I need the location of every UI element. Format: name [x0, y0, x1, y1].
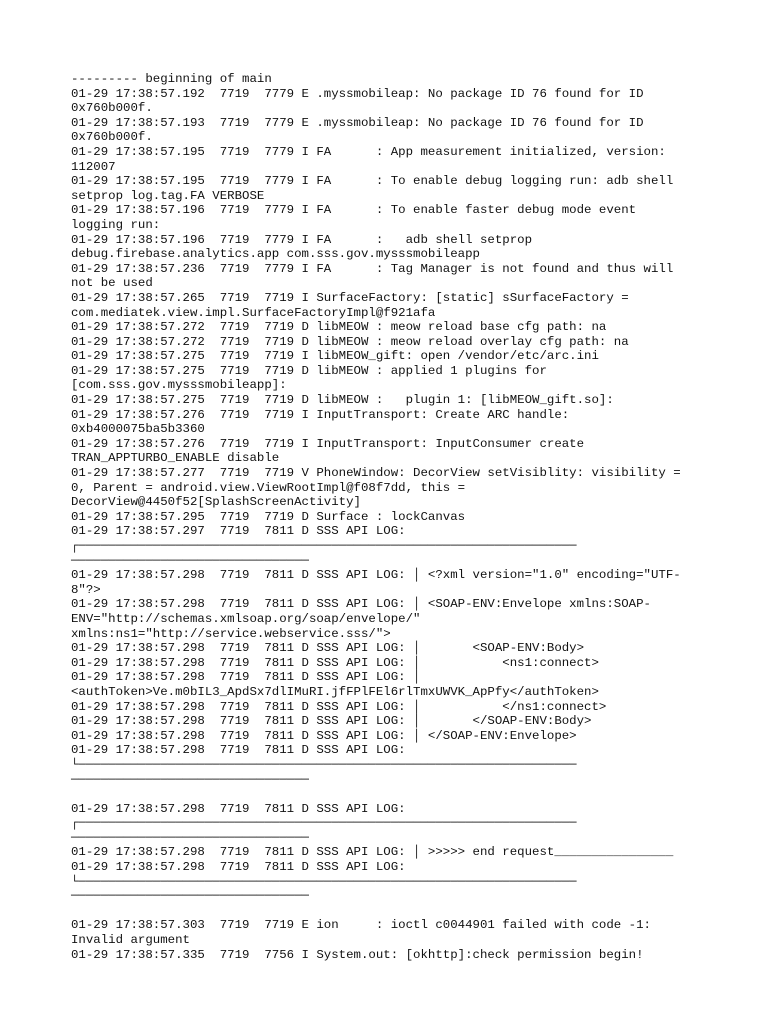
- log-line: <authToken>Ve.m0bIL3_ApdSx7dlIMuRI.jfFPlFEl6rlTmxUWVK_ApPfy</authToken>: [71, 684, 599, 699]
- blank-line: [71, 904, 701, 919]
- log-box-border: ┌───────────────────────────────────────────────────────────────────: [71, 539, 577, 553]
- log-line: logging run:: [71, 217, 161, 232]
- log-line: 01-29 17:38:57.335 7719 7756 I System.out: [okhttp]:check permission begin!: [71, 947, 644, 962]
- log-line: 0xb4000075ba5b3360: [71, 422, 205, 437]
- log-box-border: ────────────────────────────────: [71, 889, 309, 904]
- log-line: debug.firebase.analytics.app com.sss.gov.mysssmobileapp: [71, 247, 480, 262]
- log-line: 8"?>: [71, 582, 101, 597]
- log-box-border: ┌───────────────────────────────────────────────────────────────────: [71, 816, 577, 831]
- log-line: 01-29 17:38:57.272 7719 7719 D libMEOW : meow reload overlay cfg path: na: [71, 334, 629, 349]
- log-line: 01-29 17:38:57.196 7719 7779 I FA : To enable faster debug mode event: [71, 203, 637, 218]
- log-line: 01-29 17:38:57.298 7719 7811 D SSS API LOG:: [71, 743, 406, 758]
- log-line: 01-29 17:38:57.236 7719 7779 I FA : Tag Manager is not found and thus will: [71, 261, 674, 276]
- log-line: 0x760b000f.: [71, 101, 153, 116]
- log-line: 01-29 17:38:57.298 7719 7811 D SSS API LOG: │ <SOAP-ENV:Body>: [71, 641, 585, 656]
- log-line: 01-29 17:38:57.298 7719 7811 D SSS API LOG: │ >>>>> end request________________: [71, 845, 674, 860]
- log-box-border: ────────────────────────────────: [71, 772, 309, 787]
- log-box-border: ────────────────────────────────: [71, 830, 309, 845]
- log-line: 01-29 17:38:57.195 7719 7779 I FA : To enable debug logging run: adb shell: [71, 174, 674, 189]
- log-line: 01-29 17:38:57.298 7719 7811 D SSS API LOG: │: [71, 670, 421, 685]
- log-box-border: └───────────────────────────────────────────────────────────────────: [71, 874, 577, 889]
- log-line: 01-29 17:38:57.298 7719 7811 D SSS API LOG: │ </SOAP-ENV:Body>: [71, 714, 592, 729]
- log-line: setprop log.tag.FA VERBOSE: [71, 188, 265, 203]
- log-line: 01-29 17:38:57.303 7719 7719 E ion : ioctl c0044901 failed with code -1:: [71, 918, 651, 933]
- log-line: 01-29 17:38:57.298 7719 7811 D SSS API LOG: │ </ns1:connect>: [71, 699, 607, 714]
- log-line: DecorView@4450f52[SplashScreenActivity]: [71, 495, 361, 510]
- log-line: 01-29 17:38:57.297 7719 7811 D SSS API LOG:: [71, 524, 406, 539]
- log-line: ENV="http://schemas.xmlsoap.org/soap/envelope/": [71, 611, 421, 626]
- log-line: 01-29 17:38:57.298 7719 7811 D SSS API LOG: │ </SOAP-ENV:Envelope>: [71, 728, 577, 743]
- log-line: 01-29 17:38:57.298 7719 7811 D SSS API LOG:: [71, 801, 406, 816]
- log-document: [71, 72, 701, 962]
- log-line: 01-29 17:38:57.298 7719 7811 D SSS API LOG:: [71, 860, 406, 875]
- log-line: 01-29 17:38:57.275 7719 7719 D libMEOW : applied 1 plugins for: [71, 363, 547, 378]
- blank-line: [71, 787, 701, 802]
- log-line: not be used: [71, 276, 153, 291]
- log-line: 01-29 17:38:57.193 7719 7779 E .myssmobileap: No package ID 76 found for ID: [71, 115, 644, 130]
- log-box-border: └───────────────────────────────────────────────────────────────────: [71, 757, 577, 772]
- log-line: 01-29 17:38:57.195 7719 7779 I FA : App measurement initialized, version:: [71, 144, 666, 159]
- log-line: 01-29 17:38:57.272 7719 7719 D libMEOW : meow reload base cfg path: na: [71, 320, 607, 335]
- log-line: 01-29 17:38:57.275 7719 7719 D libMEOW : plugin 1: [libMEOW_gift.so]:: [71, 393, 614, 408]
- log-line: 0x760b000f.: [71, 130, 153, 145]
- log-line: --------- beginning of main: [71, 72, 272, 86]
- log-line: Invalid argument: [71, 933, 190, 948]
- log-line: 01-29 17:38:57.298 7719 7811 D SSS API LOG: │ <SOAP-ENV:Envelope xmlns:SOAP-: [71, 597, 651, 612]
- log-line: 01-29 17:38:57.196 7719 7779 I FA : adb shell setprop: [71, 232, 533, 247]
- log-line: com.mediatek.view.impl.SurfaceFactoryImpl@f921afa: [71, 305, 436, 320]
- log-line: 01-29 17:38:57.275 7719 7719 I libMEOW_gift: open /vendor/etc/arc.ini: [71, 349, 599, 364]
- log-line: TRAN_APPTURBO_ENABLE disable: [71, 451, 280, 466]
- log-line: 0, Parent = android.view.ViewRootImpl@f08f7dd, this =: [71, 480, 466, 495]
- log-line: 112007: [71, 159, 116, 174]
- log-line: 01-29 17:38:57.276 7719 7719 I InputTransport: Create ARC handle:: [71, 407, 570, 422]
- log-line: xmlns:ns1="http://service.webservice.sss/">: [71, 626, 391, 641]
- log-line: 01-29 17:38:57.276 7719 7719 I InputTransport: InputConsumer create: [71, 436, 585, 451]
- log-line: 01-29 17:38:57.277 7719 7719 V PhoneWindow: DecorView setVisiblity: visibility =: [71, 466, 681, 481]
- log-box-border: ────────────────────────────────: [71, 553, 309, 568]
- log-line: 01-29 17:38:57.265 7719 7719 I SurfaceFactory: [static] sSurfaceFactory =: [71, 290, 629, 305]
- log-line: 01-29 17:38:57.192 7719 7779 E .myssmobileap: No package ID 76 found for ID: [71, 86, 644, 101]
- log-line: 01-29 17:38:57.298 7719 7811 D SSS API LOG: │ <ns1:connect>: [71, 655, 599, 670]
- log-line: 01-29 17:38:57.295 7719 7719 D Surface : lockCanvas: [71, 509, 466, 524]
- log-line: [com.sss.gov.mysssmobileapp]:: [71, 378, 287, 393]
- log-line: 01-29 17:38:57.298 7719 7811 D SSS API LOG: │ <?xml version="1.0" encoding="UTF-: [71, 568, 681, 583]
